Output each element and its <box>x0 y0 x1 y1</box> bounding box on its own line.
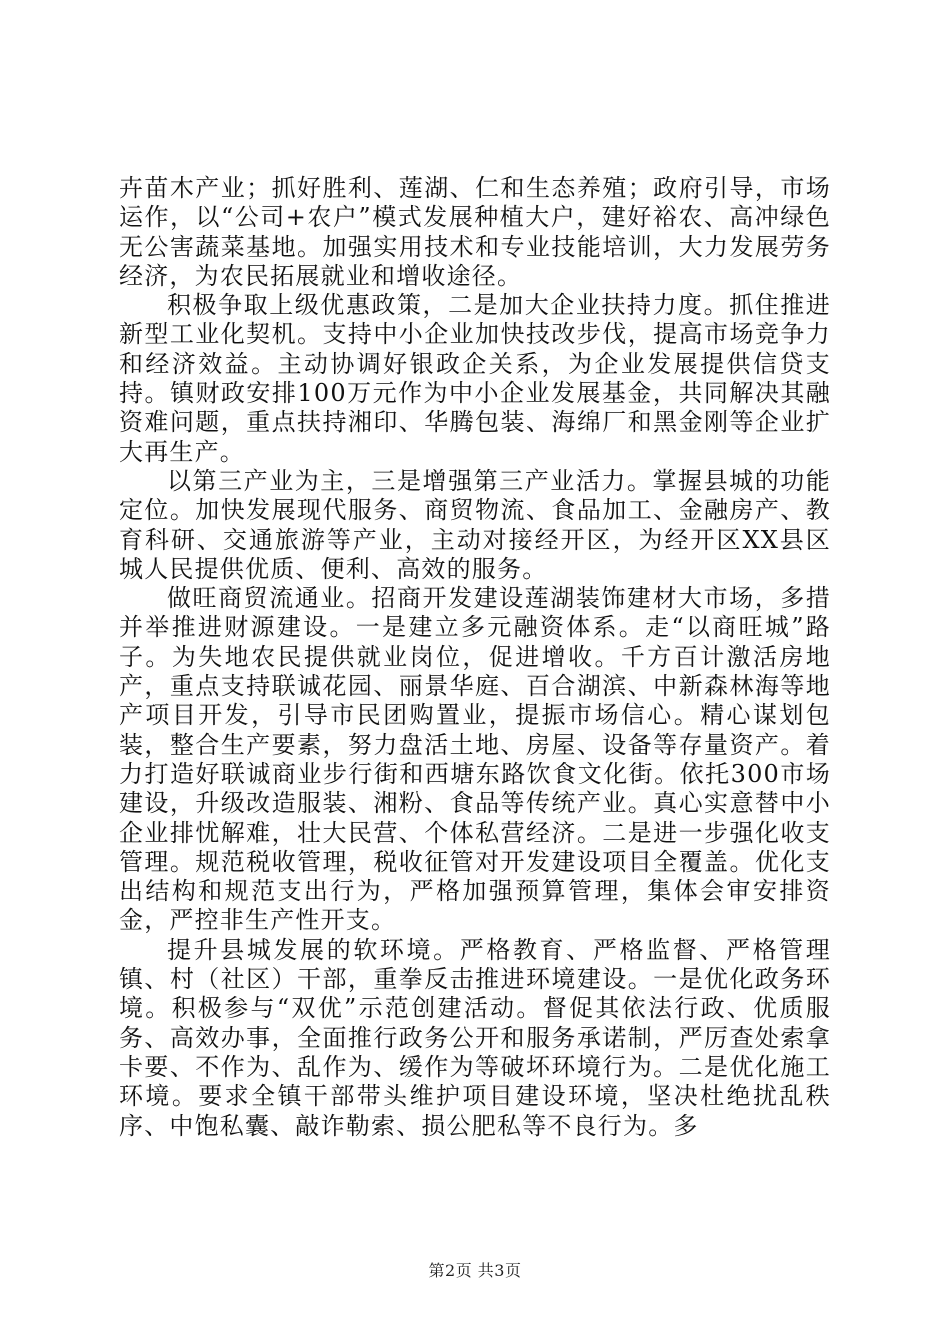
paragraph: 以第三产业为主，三是增强第三产业活力。掌握县城的功能定位。加快发展现代服务、商贸物流、食品加工、金融房产、教育科研、交通旅游等产业，主动对接经开区，为经开区XX县区城人民提供优质、便利、高效的服务。 <box>119 466 831 583</box>
paragraph: 卉苗木产业；抓好胜利、莲湖、仁和生态养殖；政府引导，市场运作，以“公司+农户”模式发展种植大户，建好裕农、高冲绿色无公害蔬菜基地。加强实用技术和专业技能培训，大力发展劳务经济，为农民拓展就业和增收途径。 <box>119 174 831 290</box>
paragraph: 做旺商贸流通业。招商开发建设莲湖装饰建材大市场，多措并举推进财源建设。一是建立多元融资体系。走“以商旺城”路子。为失地农民提供就业岗位，促进增收。千方百计激活房地产，重点支持联诚花园、丽景华庭、百合湖滨、中新森林海等地产项目开发，引导市民团购置业，提振市场信心。精心谋划包装，整合生产要素，努力盘活土地、房屋、设备等存量资产。着力打造好联诚商业步行街和西塘东路饮食文化街。依托300市场建设，升级改造服装、湘粉、食品等传统产业。真心实意替中小企业排忧解难，壮大民营、个体私营经济。二是进一步强化收支管理。规范税收管理，税收征管对开发建设项目全覆盖。优化支出结构和规范支出行为，严格加强预算管理，集体会审安排资金，严控非生产性开支。 <box>119 584 831 935</box>
paragraph: 提升县城发展的软环境。严格教育、严格监督、严格管理镇、村（社区）干部，重拳反击推进环境建设。一是优化政务环境。积极参与“双优”示范创建活动。督促其依法行政、优质服务、高效办事，全面推行政务公开和服务承诺制，严厉查处索拿卡要、不作为、乱作为、缓作为等破坏环境行为。二是优化施工环境。要求全镇干部带头维护项目建设环境，坚决杜绝扰乱秩序、中饱私囊、敲诈勒索、损公肥私等不良行为。多 <box>119 935 831 1140</box>
page-number-footer: 第2页 共3页 <box>428 1261 522 1280</box>
paragraph: 积极争取上级优惠政策，二是加大企业扶持力度。抓住推进新型工业化契机。支持中小企业加快技改步伐，提高市场竞争力和经济效益。主动协调好银政企关系，为企业发展提供信贷支持。镇财政安排100万元作为中小企业发展基金，共同解决其融资难问题，重点扶持湘印、华腾包装、海绵厂和黑金刚等企业扩大再生产。 <box>119 291 831 466</box>
document-body <box>119 174 831 1141</box>
